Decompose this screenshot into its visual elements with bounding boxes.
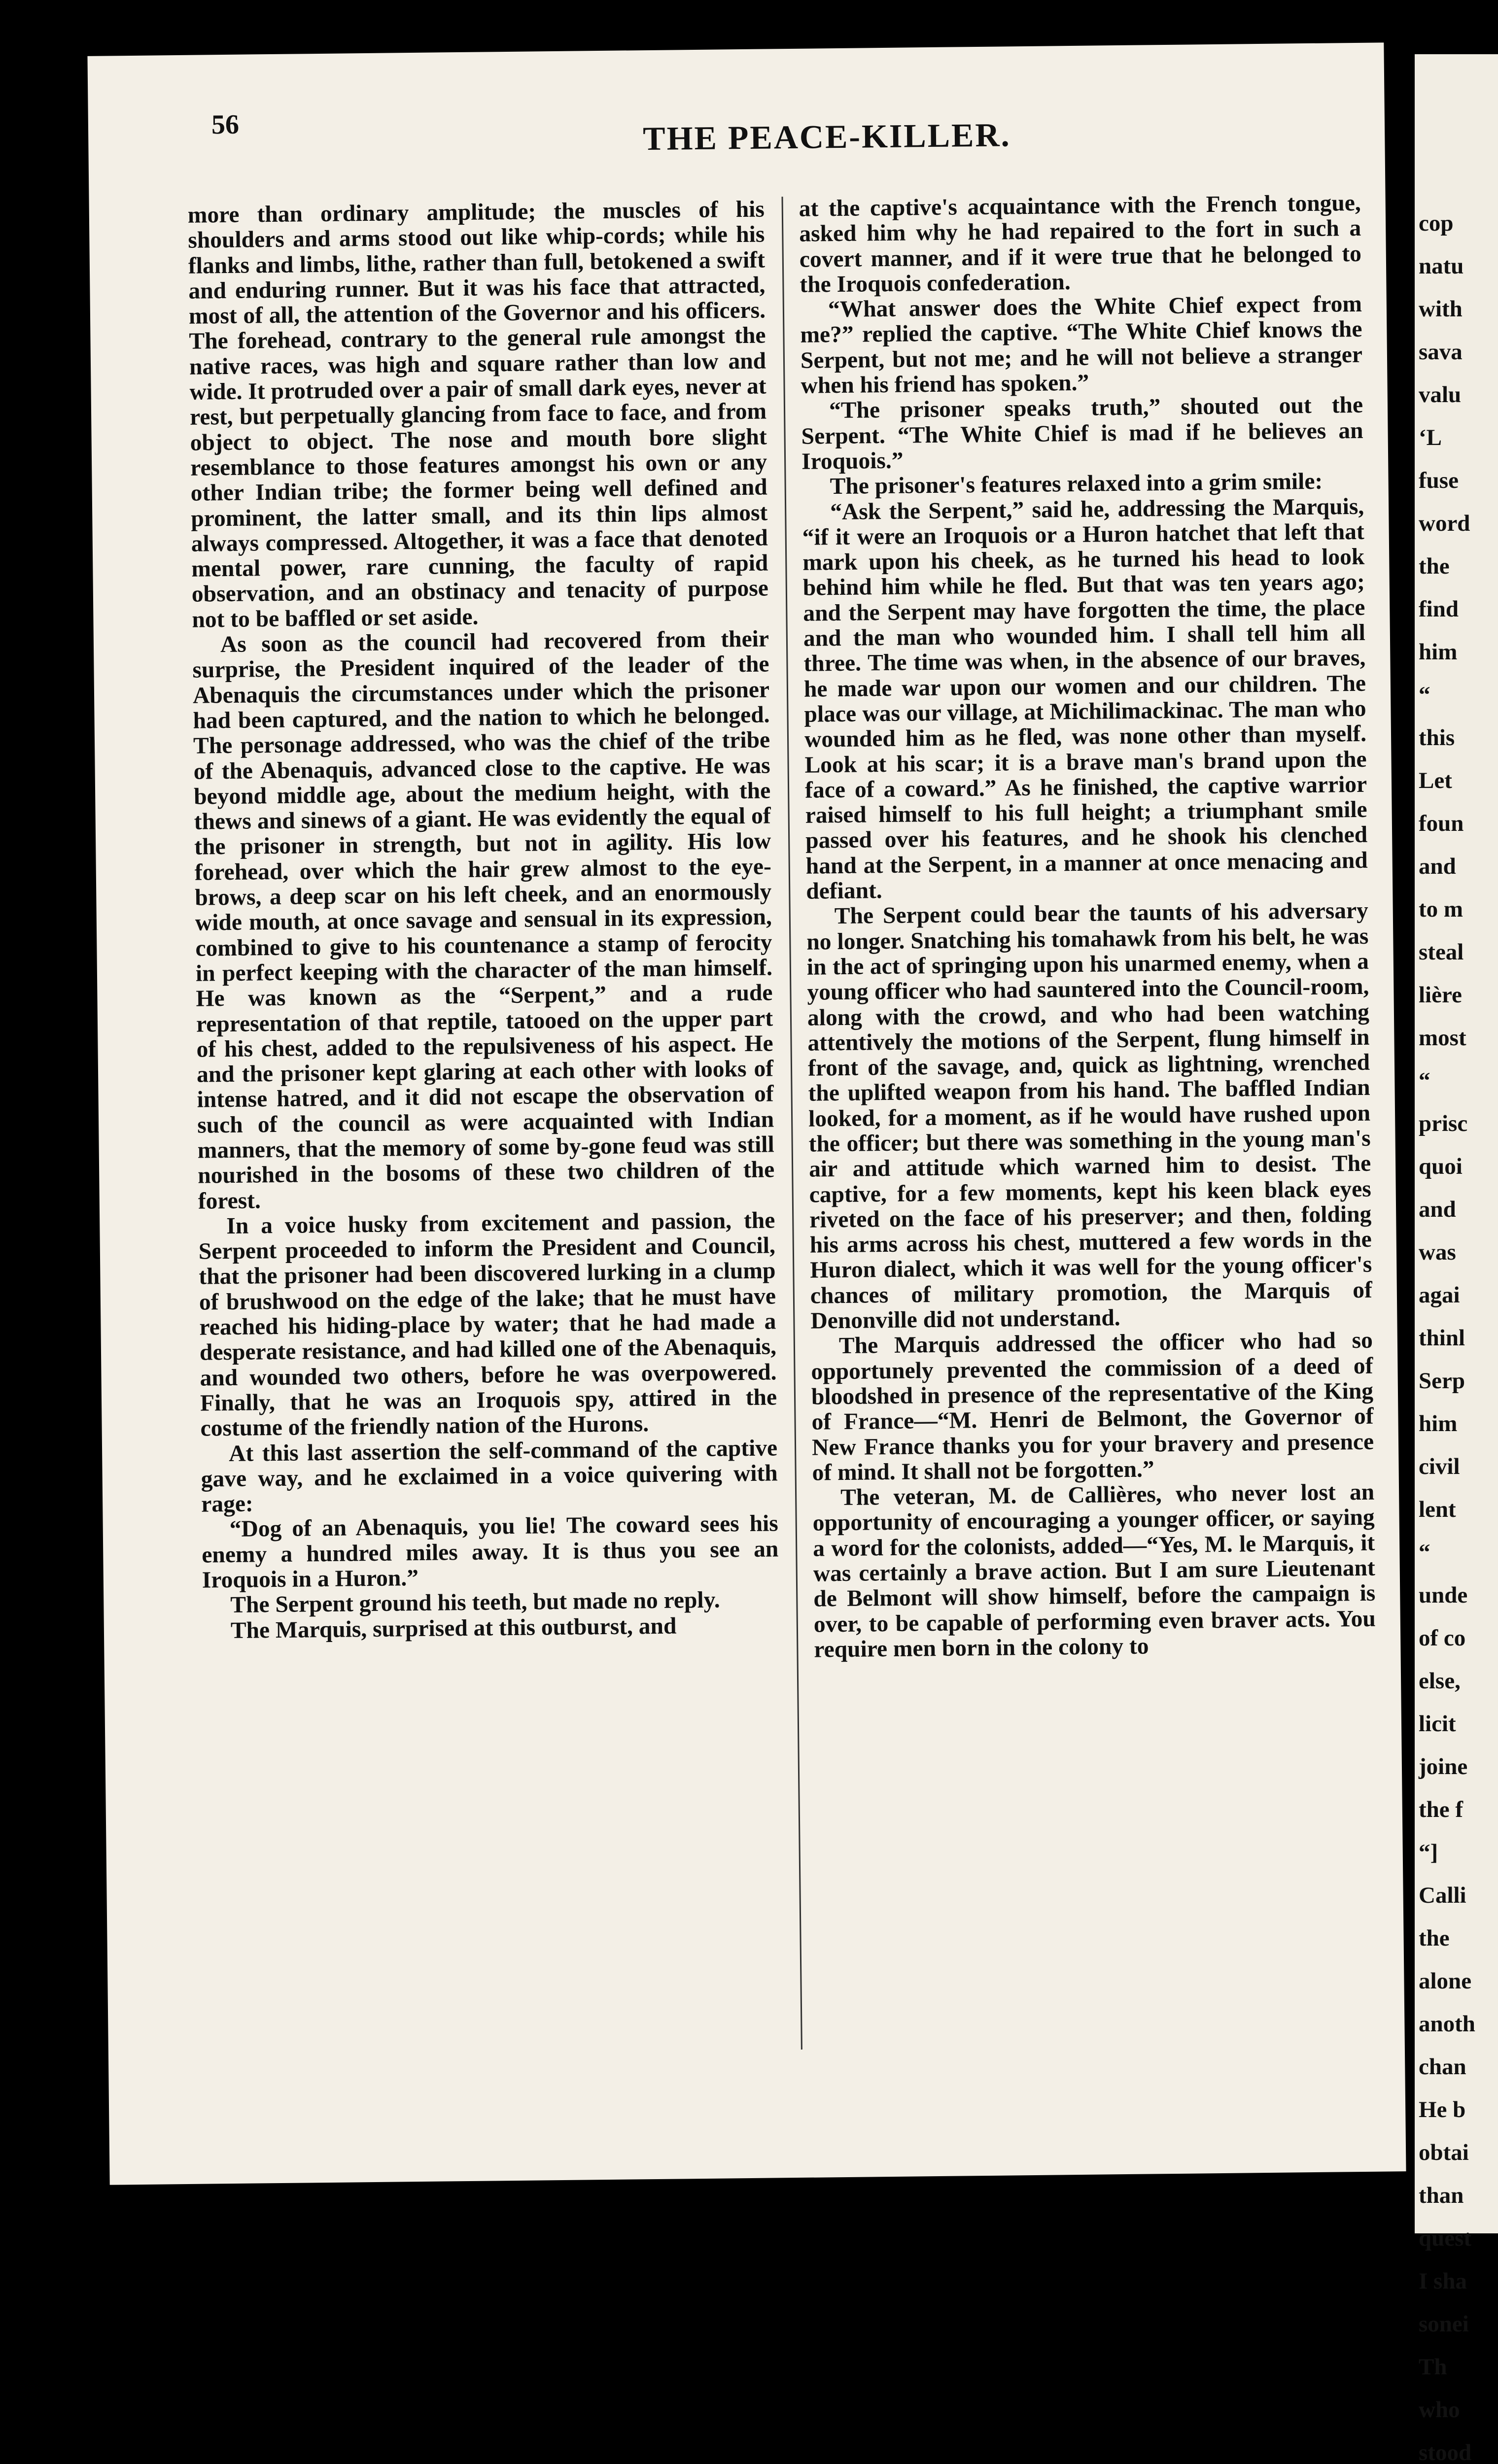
book-page xyxy=(87,42,1406,2185)
adjacent-page-fragment: alone xyxy=(1419,1968,1472,1994)
adjacent-page-fragment: than xyxy=(1419,2183,1464,2208)
adjacent-page-fragment: the xyxy=(1419,553,1450,579)
adjacent-page-fragment: was xyxy=(1419,1239,1456,1265)
adjacent-page-fragment: of co xyxy=(1419,1625,1466,1651)
right-paragraph: The Serpent could bear the taunts of his adversary no longer. Snatching his tomahawk from his belt, he was in the act of springing upon his unarmed enemy, when a young officer who had sauntered into the Council-room, along with the crowd, and who had been watching attentively the motions of the Serpent, flung himself in front of the savage, and, quick as lightning, wrenched the uplifted weapon from his hand. The baffled Indian looked, for a moment, as if he would have rushed upon the officer; but there was something in the young man's air and attitude which warned him to desist. The captive, for a few moments, kept his keen black eyes riveted on the face of his preserver; and then, folding his arms across his chest, muttered a few words in the Huron dialect, which it was well for the young officer's chances of military promotion, the Marquis of Denonville did not understand. xyxy=(806,898,1373,1334)
adjacent-page-fragment: and xyxy=(1419,854,1456,879)
adjacent-page-fragment: lière xyxy=(1419,982,1462,1008)
right-paragraph: “What answer does the White Chief expect from me?” replied the captive. “The White Chief knows the Serpent, but not me; and he will not believe a stranger when his friend has spoken.” xyxy=(800,291,1363,399)
adjacent-page-fragment: quoi xyxy=(1419,1154,1463,1179)
adjacent-page-fragment: fuse xyxy=(1419,468,1459,493)
right-paragraph: at the captive's acquaintance with the French tongue, asked him why he had repaired to the fort in such a covert manner, and if it were true that he belonged to the Iroquois confederation. xyxy=(799,190,1362,298)
adjacent-page-fragment: who xyxy=(1419,2397,1460,2423)
adjacent-page-fragment: “ xyxy=(1419,1068,1430,1094)
adjacent-page-fragment: the xyxy=(1419,1925,1450,1951)
adjacent-page-fragment: him xyxy=(1419,1411,1458,1437)
adjacent-page-fragment: He b xyxy=(1419,2097,1466,2122)
adjacent-page-fragment: foun xyxy=(1419,811,1464,836)
adjacent-page-fragment: sava xyxy=(1419,339,1463,365)
adjacent-page-fragment: him xyxy=(1419,639,1458,665)
left-paragraph: At this last assertion the self-command of the captive gave way, and he exclaimed in a voice quivering with rage: xyxy=(201,1435,778,1517)
adjacent-page-fragment: Serp xyxy=(1419,1368,1465,1394)
left-paragraph: The Serpent ground his teeth, but made no reply. xyxy=(230,1587,720,1618)
adjacent-page-edge xyxy=(1415,54,1498,2464)
page-title: THE PEACE-KILLER. xyxy=(642,116,1011,158)
right-paragraph: “The prisoner speaks truth,” shouted out the Serpent. “The White Chief is mad if he believes an Iroquois.” xyxy=(801,392,1363,475)
adjacent-page-fragment: unde xyxy=(1419,1582,1468,1608)
page-number: 56 xyxy=(211,109,240,140)
adjacent-page-fragment: sonei xyxy=(1419,2311,1469,2337)
adjacent-page-fragment: valu xyxy=(1419,382,1462,408)
adjacent-page-fragment: “ xyxy=(1419,1540,1430,1565)
adjacent-page-fragment: and xyxy=(1419,1197,1456,1222)
adjacent-page-fragment: else, xyxy=(1419,1668,1461,1694)
adjacent-page-fragment: obtai xyxy=(1419,2140,1469,2165)
adjacent-page-fragment: most xyxy=(1419,1025,1466,1051)
right-paragraph: The prisoner's features relaxed into a grim smile: xyxy=(830,468,1323,500)
adjacent-page-fragment: prisc xyxy=(1419,1111,1468,1136)
right-paragraph: The Marquis addressed the officer who had so opportunely prevented the commission of a deed of bloodshed in presence of the representative of the King of France—“M. Henri de Belmont, the Governor of New France thanks you for your bravery and presence of mind. It shall not be forgotten.” xyxy=(811,1328,1374,1486)
left-paragraph: In a voice husky from excitement and passion, the Serpent proceeded to inform the President and Council, that the prisoner had been discovered lurking in a clump of brushwood on the edge of the lake; that he must have reached his hiding-place by water; that he had made a desperate resistance, and had killed one of the Abenaquis, and wounded two others, before he was overpowered. Finally, that he was an Iroquois spy, attired in the costume of the friendly nation of the Hurons. xyxy=(198,1207,777,1441)
adjacent-page-fragment: Let xyxy=(1419,768,1452,793)
adjacent-page-fragment: to m xyxy=(1419,896,1463,922)
right-column xyxy=(799,191,1381,2069)
adjacent-page-fragment: the f xyxy=(1419,1797,1463,1822)
adjacent-page-fragment: civil xyxy=(1419,1454,1460,1479)
adjacent-page-fragment: thinl xyxy=(1419,1325,1465,1351)
adjacent-page-fragment: word xyxy=(1419,511,1470,536)
adjacent-page-fragment: I sha xyxy=(1419,2268,1467,2294)
adjacent-page-fragment: find xyxy=(1419,596,1459,622)
left-paragraph: more than ordinary amplitude; the muscles of his shoulders and arms stood out like whip-cords; while his flanks and limbs, lithe, rather than full, betokened a swift and enduring runner. But it was his face that attracted, most of all, the attention of the Governor and his officers. The forehead, contrary to the general rule amongst the native races, was high and square rather than low and wide. It protruded over a pair of small dark eyes, never at rest, but perpetually glancing from face to face, and from object to object. The nose and mouth bore slight resemblance to those features amongst his own or any other Indian tribe; the former being well defined and prominent, the latter small, and its thin lips almost always compressed. Altogether, it was a face that denoted mental power, rare cunning, the faculty of rapid observation, and an obstinacy and tenacity of purpose not to be baffled or set aside. xyxy=(187,196,769,633)
adjacent-page-fragment: “] xyxy=(1419,1840,1438,1865)
adjacent-page-fragment: chan xyxy=(1419,2054,1466,2080)
adjacent-page-fragment: with xyxy=(1419,296,1463,322)
adjacent-page-fragment: Calli xyxy=(1419,1882,1466,1908)
adjacent-page-fragment: natu xyxy=(1419,253,1464,279)
adjacent-page-fragment: Th xyxy=(1419,2354,1447,2380)
adjacent-page-fragment: lent xyxy=(1419,1497,1456,1522)
left-column xyxy=(188,197,784,2076)
right-paragraph: “Ask the Serpent,” said he, addressing the Marquis, “if it were an Iroquois or a Huron hatchet that left that mark upon his cheek, as he turned his head to look behind him while he fled. But that was ten years ago; and the Serpent may have forgotten the time, the place and the man who wounded him. I shall tell him all three. The time was when, in the absence of our braves, he made war upon our women and our children. The place was our village, at Michilimackinac. The man who wounded him as he fled, was none other than myself. Look at his scar; it is a brave man's brand upon the face of a coward.” As he finished, the captive warrior raised himself to his full height; a triumphant smile passed over his features, and he shook his clenched hand at the Serpent, in a manner at once menacing and defiant. xyxy=(802,493,1368,904)
column-divider xyxy=(782,197,802,2050)
left-paragraph: The Marquis, surprised at this outburst, and xyxy=(230,1613,677,1643)
left-paragraph: “Dog of an Abenaquis, you lie! The coward sees his enemy a hundred miles away. It is thus you see an Iroquois in a Huron.” xyxy=(202,1510,779,1593)
left-paragraph: As soon as the council had recovered from their surprise, the President inquired of the leader of the Abenaquis the circumstances under which the prisoner had been captured, and the nation to which he belonged. The personage addressed, who was the chief of the tribe of the Abenaquis, advanced close to the captive. He was beyond middle age, about the medium height, with the thews and sinews of a giant. He was evidently the equal of the prisoner in strength, but not in agility. His low forehead, over which the hair grew almost to the eye-brows, a deep scar on his left cheek, and an enormously wide mouth, at once savage and sensual in its expression, combined to give to his countenance a stamp of ferocity in perfect keeping with the character of the man himself. He was known as the “Serpent,” and a rude representation of that reptile, tatooed on the upper part of his chest, added to the repulsiveness of his aspect. He and the prisoner kept glaring at each other with looks of intense hatred, and it did not escape the observation of such of the council as were acquainted with Indian manners, that the memory of some by-gone feud was still nourished in the bosoms of these two children of the forest. xyxy=(192,626,775,1214)
adjacent-page-fragment: “ xyxy=(1419,682,1430,708)
adjacent-page-fragment: quest xyxy=(1419,2225,1472,2251)
adjacent-page-fragment: cop xyxy=(1419,210,1454,236)
adjacent-page-fragment: steal xyxy=(1419,939,1464,965)
adjacent-page-fragment: stood xyxy=(1419,2440,1472,2464)
right-paragraph: The veteran, M. de Callières, who never lost an opportunity of encouraging a younger officer, or saying a word for the colonists, added—“Yes, M. le Marquis, it was certainly a brave action. But I am sure Lieutenant de Belmont will show himself, before the campaign is over, to be capable of performing even braver acts. You require men born in the colony to xyxy=(812,1479,1376,1663)
adjacent-page-fragment: ‘L xyxy=(1419,425,1442,450)
adjacent-page-fragment: agai xyxy=(1419,1282,1460,1308)
adjacent-page-fragment: this xyxy=(1419,725,1455,751)
adjacent-page-fragment: licit xyxy=(1419,1711,1456,1737)
adjacent-page-fragment: joine xyxy=(1419,1754,1468,1780)
adjacent-page-fragment: anoth xyxy=(1419,2011,1475,2037)
